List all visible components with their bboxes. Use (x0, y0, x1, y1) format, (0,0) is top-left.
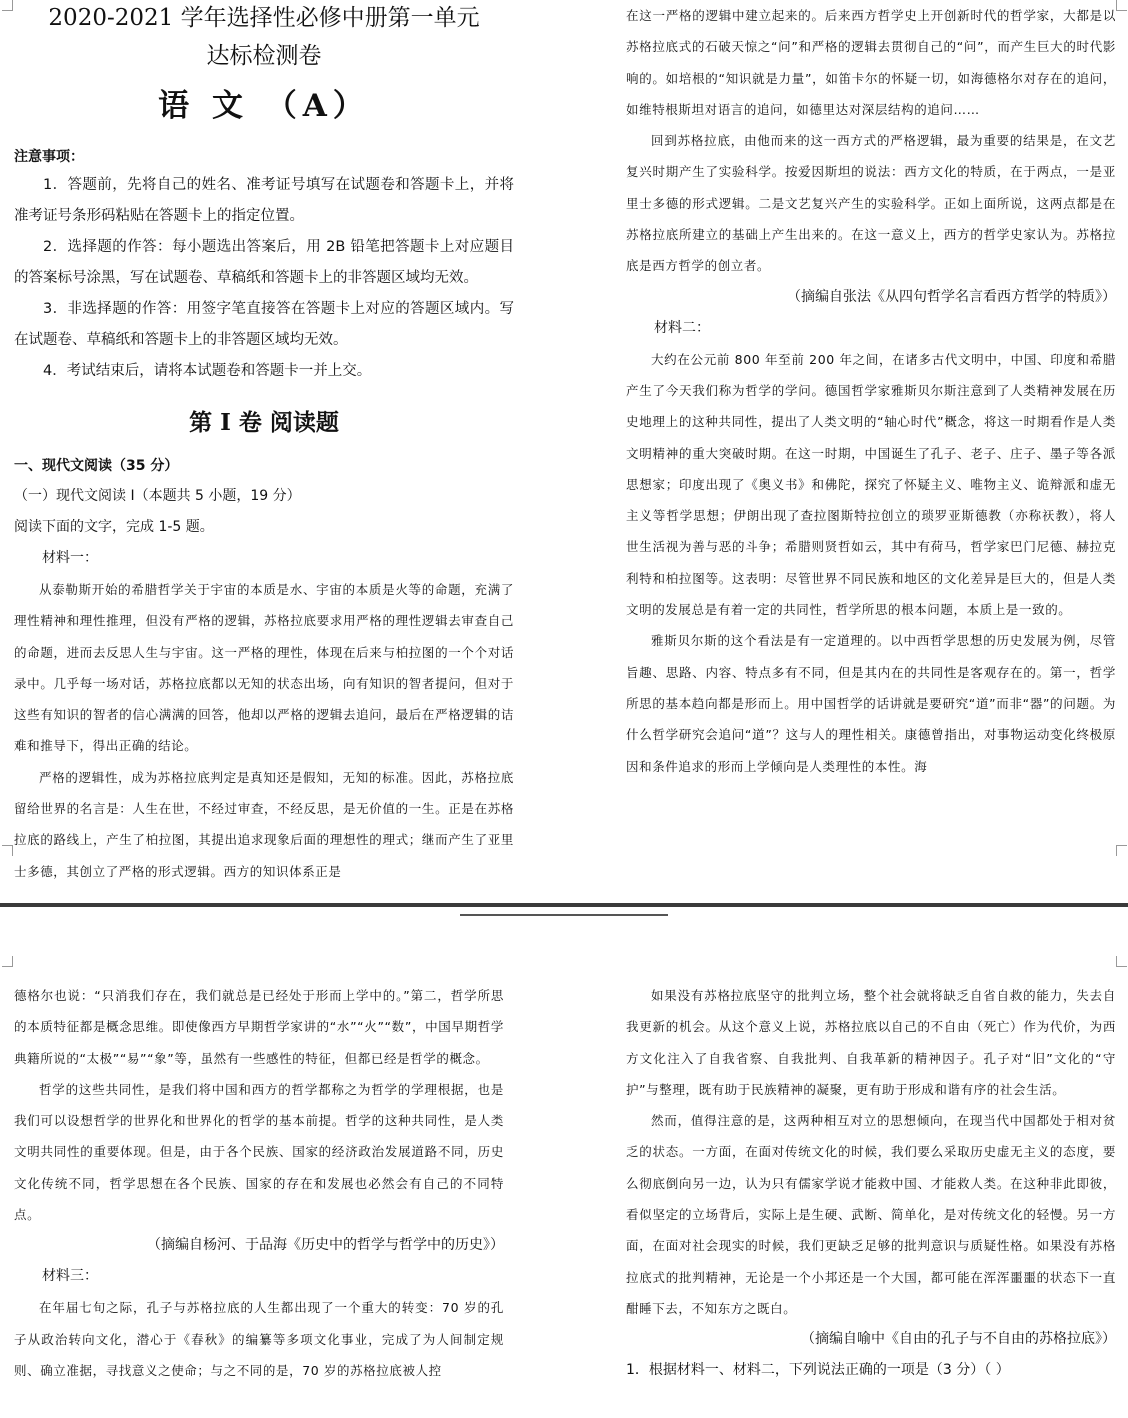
material3-paragraph: 然而，值得注意的是，这两种相互对立的思想倾向，在现当代中国都处于相对贫乏的状态。一方面，在面对传统文化的时候，我们要么采取历史虚无主义的态度，要么彻底倒向另一边，认为只有儒家学说才能救中国、才能救人类。在这种非此即彼，看似坚定的立场背后，实际上是生硬、武断、简单化，是对传统文化的轻慢。另一方面，在面对社会现实的时候，我们更缺乏足够的批判意识与质疑性格。如果没有苏格拉底式的批判精神，无论是一个小邦还是一个大国，都可能在浑浑噩噩的状态下一直酣睡下去，不知东方之既白。 (626, 1113, 1116, 1316)
material3-source: （摘编自喻中《自由的孔子与不自由的苏格拉底》） (801, 1331, 1116, 1348)
material1-paragraph: 严格的逻辑性，成为苏格拉底判定是真知还是假知，无知的标准。因此，苏格拉底留给世界的名言是：人生在世，不经过审查，不经反思，是无价值的一生。正是在苏格拉底的路线上，产生了柏拉图，其提出追求现象后面的理想性的理式；继而产生了亚里士多德，其创立了严格的形式逻辑。西方的知识体系正是 (14, 769, 514, 879)
crop-mark (1116, 956, 1127, 967)
instruction: 阅读下面的文字，完成 1-5 题。 (14, 519, 214, 535)
material2-source: （摘编自杨河、于品海《历史中的哲学与哲学中的历史》） (147, 1237, 504, 1254)
page-separator (0, 903, 1128, 918)
material2-paragraph: 哲学的这些共同性，是我们将中国和西方的哲学都称之为哲学的学理根据，也是我们可以设想哲学的世界化和世界化的哲学的基本前提。哲学的这种共同性，是人类文明共同性的重要体现。但是，由于各个民族、国家的经济政治发展道路不同，历史文化传统不同，哲学思想在各个民族、国家的存在和发展也必然会有自己的不同特点。 (14, 1081, 504, 1223)
material1-source: （摘编自张法《从四句哲学名言看西方哲学的特质》） (787, 288, 1116, 305)
note-item: 2．选择题的作答：每小题选出答案后，用 2B 铅笔把答题卡上对应题目的答案标号涂黑，写在试题卷、草稿纸和答题卡上的非答题区域均无效。 (14, 239, 514, 286)
left-column (14, 980, 504, 1386)
note-item: 3．非选择题的作答：用签字笔直接答在答题卡上对应的答题区域内。写在试题卷、草稿纸和答题卡上的非答题区域均无效。 (14, 301, 514, 348)
material1-paragraph: 从泰勒斯开始的希腊哲学关于宇宙的本质是水、宇宙的本质是火等的命题，充满了理性精神和理性推理，但没有严格的逻辑，苏格拉底要求用严格的理性逻辑去审查自己的命题，进而去反思人生与宇宙。这一严格的理性，体现在后来与柏拉图的一个个对话录中。几乎每一场对话，苏格拉底都以无知的状态出场，向有知识的智者提问，但对于这些有知识的智者的信心满满的回答，他却以严格的逻辑去追问，最后在严格逻辑的诘难和推导下，得出正确的结论。 (14, 582, 514, 754)
crop-mark (1116, 0, 1127, 11)
material3-paragraph: 在年届七旬之际，孔子与苏格拉底的人生都出现了一个重大的转变：70 岁的孔子从政治转向文化，潜心于《春秋》的编纂等多项文化事业，完成了为人间制定规则、确立准据，寻找意义之使命；与之不同的是，70 岁的苏格拉底被人控 (14, 1300, 504, 1378)
material2-paragraph-continued: 德格尔也说：“只消我们存在，我们就总是已经处于形而上学中的。”第二，哲学所思的本质特征都是概念思维。即使像西方早期哲学家讲的“水”“火”“数”，中国早期哲学典籍所说的“太极”“易”“象”等，虽然有一些感性的特征，但都已经是哲学的概念。 (14, 988, 504, 1066)
section-title: 第 I 卷 阅读题 (189, 409, 339, 436)
exam-title-line1: 2020-2021 学年选择性必修中册第一单元 (48, 5, 480, 31)
material3-label: 材料三： (42, 1268, 98, 1285)
material1-label: 材料一： (42, 550, 98, 566)
crop-mark (2, 0, 13, 11)
part-heading: 一、现代文阅读（35 分） (14, 458, 179, 474)
page-2 (0, 918, 1128, 1418)
question-1: 1．根据材料一、材料二，下列说法正确的一项是（3 分）（ ） (626, 1362, 1010, 1379)
exam-title-line2: 达标检测卷 (206, 43, 322, 69)
right-column (626, 0, 1116, 782)
material1-paragraph-continued: 在这一严格的逻辑中建立起来的。后来西方哲学史上开创新时代的哲学家，大都是以苏格拉底式的石破天惊之“问”和严格的逻辑去贯彻自己的“问”，而产生巨大的时代影响的。如培根的“知识就是力量”，如笛卡尔的怀疑一切，如海德格尔对存在的追问，如维特根斯坦对语言的追问，如德里达对深层结构的追问…… (626, 8, 1116, 117)
crop-mark (2, 845, 13, 856)
left-column (14, 0, 514, 887)
material2-paragraph: 大约在公元前 800 年至前 200 年之间，在诸多古代文明中，中国、印度和希腊产生了今天我们称为哲学的学问。德国哲学家雅斯贝尔斯注意到了人类精神发展在历史地理上的这种共同性，提出了人类文明的“轴心时代”概念，将这一时期看作是人类文明精神的重大突破时期。在这一时期，中国诞生了孔子、老子、庄子、墨子等各派思想家；印度出现了《奥义书》和佛陀，探究了怀疑主义、唯物主义、诡辩派和虚无主义等哲学思想；伊朗出现了查拉图斯特拉创立的琐罗亚斯德教（亦称祆教），将人世生活视为善与恶的斗争；希腊则贤哲如云，其中有荷马，哲学家巴门尼德、赫拉克利特和柏拉图等。这表明：尽管世界不同民族和地区的文化差异是巨大的，但是人类文明的发展总是有着一定的共同性，哲学所思的根本问题，本质上是一致的。 (626, 351, 1116, 618)
material2-label: 材料二： (654, 319, 710, 336)
material3-paragraph: 如果没有苏格拉底坚守的批判立场，整个社会就将缺乏自省自救的能力，失去自我更新的机会。从这个意义上说，苏格拉底以自己的不自由（死亡）作为代价，为西方文化注入了自我省察、自我批判、自我革新的精神因子。孔子对“旧”文化的“守护”与整理，既有助于民族精神的凝聚，更有助于形成和谐有序的社会生活。 (626, 988, 1116, 1097)
note-item: 4．考试结束后，请将本试题卷和答题卡一并上交。 (43, 363, 372, 379)
sub-heading: （一）现代文阅读 I（本题共 5 小题，19 分） (14, 488, 301, 504)
crop-mark (2, 956, 13, 967)
exam-subject-title: 语 文 （A） (158, 88, 370, 124)
material2-paragraph: 雅斯贝尔斯的这个看法是有一定道理的。以中西哲学思想的历史发展为例，尽管旨趣、思路、内容、特点多有不同，但是其内在的共同性是客观存在的。第一，哲学所思的基本趋向都是形而上。用中国哲学的话讲就是要研究“道”而非“器”的问题。为什么哲学研究会追问“道”？这与人的理性相关。康德曾指出，对事物运动变化终极原因和条件追求的形而上学倾向是人类理性的本性。海 (626, 633, 1116, 774)
note-item: 1．答题前，先将自己的姓名、准考证号填写在试题卷和答题卡上，并将准考证号条形码粘贴在答题卡上的指定位置。 (14, 177, 514, 224)
crop-mark (1116, 845, 1127, 856)
material1-paragraph: 回到苏格拉底，由他而来的这一西方式的严格逻辑，最为重要的结果是，在文艺复兴时期产生了实验科学。按爱因斯坦的说法：西方文化的特质，在于两点，一是亚里士多德的形式逻辑。二是文艺复兴产生的实验科学。正如上面所说，这两点都是在苏格拉底所建立的基础上产生出来的。在这一意义上，西方的哲学史家认为。苏格拉底是西方哲学的创立者。 (626, 133, 1116, 274)
right-column (626, 980, 1116, 1386)
notes-heading: 注意事项： (14, 149, 84, 165)
